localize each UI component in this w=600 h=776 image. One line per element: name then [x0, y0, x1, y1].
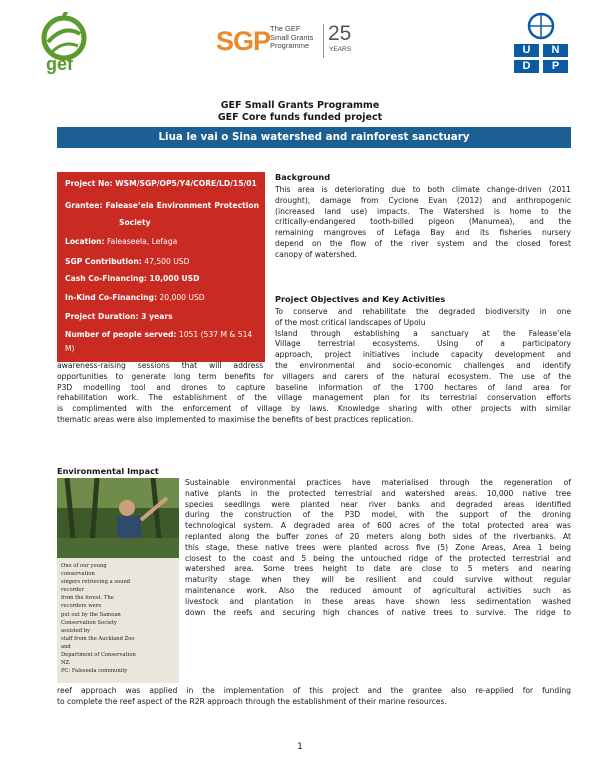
inkind-line [65, 292, 259, 303]
forest-photo [57, 478, 179, 558]
project-duration: Project Duration: 3 years [65, 312, 173, 321]
project-title-banner: Liua le vai o Sina watershed and rainforest sanctuary [57, 127, 571, 148]
text-line: replanted along the buffer zones of 20 meters along both sides of the riverbanks. At [185, 531, 571, 541]
undp-letter: P [551, 60, 560, 72]
sgp-logo [216, 22, 366, 62]
people-served-cont: M) [65, 344, 75, 353]
cash-cofinancing: Cash Co-Financing: 10,000 USD [65, 274, 200, 283]
project-info-box [57, 172, 265, 362]
text-line: remaining mangroves of Lefaga Bay and its fisheries nursery [275, 228, 571, 238]
sgp-subtitle-line: The GEF [270, 24, 301, 33]
sgp-anniversary-label: YEARS [329, 46, 352, 53]
caption-line: staff from the Auckland Zoo and [61, 635, 135, 650]
photo-caption [61, 562, 139, 675]
grantee-label: Grantee: [65, 201, 103, 210]
caption-line: from the forest. The recorders were [61, 595, 114, 610]
text-line: Sustainable environmental practices have materialised through the regeneration of [185, 478, 571, 487]
sgp-contribution-label: SGP Contribution: [65, 257, 142, 266]
impact-paragraph-right [185, 478, 571, 618]
text-line: drought), damage from Cyclone Evan (2012) and anthropogenic [275, 195, 571, 205]
text-line: species seedlings were planted near river banks and degraded areas identified [185, 499, 571, 509]
people-served-line [65, 329, 259, 340]
undp-letter: N [551, 44, 560, 56]
text-line: thematic areas were also implemented to maximise the benefits of best practices replication. [57, 414, 414, 424]
text-line: rehabilitation work. The establishment of the village management plan for its terrestrial conservation efforts [57, 393, 571, 403]
sgp-logo-letters: SGP [216, 26, 271, 56]
sgp-subtitle-line: Programme [270, 41, 310, 50]
text-line: To conserve and rehabilitate the degraded biodiversity in one [275, 307, 571, 316]
grantee-line [65, 200, 259, 211]
text-line: native plants in the protected terrestrial and watershed areas. 10,000 native tree [185, 488, 571, 498]
sgp-logo-divider [323, 24, 324, 58]
text-line: P3D modelling tool and drones to capture baseline information of the 1700 hectares of land area for [57, 382, 571, 392]
text-line: canopy of watershed. [275, 249, 358, 259]
text-line: approach, project initiatives include capacity development and [275, 350, 571, 360]
text-line: is complimented with the enforcement of village by laws. Knowledge sharing with other projects with similar [57, 404, 571, 414]
caption-line: singers retrieving a sound recorder [61, 579, 131, 594]
gef-logo [34, 12, 94, 78]
text-line: Village terrestrial ecosystems. Using of a participatory [275, 339, 571, 349]
location-line [65, 236, 259, 247]
text-line: technological system. A degraded area of 600 acres of the total protected area was [185, 521, 571, 531]
text-line: (increased land use) impacts. The Watershed is home to the [275, 206, 571, 216]
undp-letter: U [522, 44, 531, 56]
programme-title-line: GEF Small Grants Programme [220, 100, 380, 111]
text-line: critically-endangered tooth-billed pigeon (Manumea), and the [275, 217, 571, 227]
caption-line: PC: Faleseela community [61, 668, 128, 675]
sgp-anniversary-number: 25 [328, 22, 352, 45]
text-line: Island through establishing a sanctuary at the Falease’ela [275, 328, 571, 338]
text-line: livestock and plantation in these areas have shown less sedimentation washed [185, 596, 571, 606]
text-line: this stage, these native trees were planted across five (5) Zone Areas, Area 1 being [185, 542, 571, 552]
programme-subtitle-line: GEF Core funds funded project [217, 112, 383, 123]
undp-letter: D [522, 60, 531, 72]
inkind-label: In-Kind Co-Financing: [65, 293, 158, 302]
programme-title [0, 100, 600, 124]
text-line: of the most critical landscapes of Upolu [275, 317, 426, 327]
objectives-paragraph-right [275, 307, 571, 361]
people-served-label: Number of people served: [65, 330, 177, 339]
text-line: during the construction of the P3D model, with the support of the droning [185, 510, 571, 520]
objectives-heading: Project Objectives and Key Activities [275, 294, 446, 304]
text-line: depend on the flow of the river system and the closed forest [275, 238, 571, 248]
text-line: down the reefs and securing high chances of native trees to survive. The ridge to [185, 607, 571, 617]
caption-line: put out by the Samoan [61, 611, 121, 618]
caption-line: Conservation Society assisted by [61, 619, 117, 634]
background-heading: Background [275, 172, 331, 182]
text-line: to complete the reef aspect of the R2R approach through the establishment of their marine resources. [57, 696, 447, 706]
project-number: Project No: WSM/SGP/OP5/Y4/CORE/LD/15/01 [65, 179, 257, 188]
text-line: opportunities to generate long term benefits for villagers and carers of the natural ecosystem. The use of the [57, 371, 571, 381]
impact-heading: Environmental Impact [57, 466, 159, 476]
undp-logo [510, 10, 572, 74]
people-served-value: 1051 (537 M & 514 [178, 330, 253, 339]
text-line: awareness-raising sessions that will address the environmental and socio-economic challenges and identify [57, 361, 571, 370]
text-line: closest to the coast and 5 being the untouched ridge of the protected terrestrial and [185, 553, 571, 563]
impact-paragraph-full [57, 686, 571, 708]
text-line: watershed area. Some trees height to date are close to 5 meters and nearing [185, 564, 571, 574]
grantee-value-cont: Society [119, 218, 151, 227]
sgp-logo-subtitle [270, 25, 313, 51]
location-value: Faleaseela, Lefaga [107, 237, 178, 246]
objectives-paragraph-full [57, 361, 571, 426]
page-number: 1 [297, 742, 303, 752]
grantee-value: Falease’ela Environment Protection [105, 201, 259, 210]
sgp-subtitle-line: Small Grants [270, 32, 314, 42]
gef-logo-text: gef [46, 54, 73, 74]
sgp-contribution-value: 47,500 USD [144, 257, 190, 266]
text-line: maintenance work. Also the reduced amount of agricultural activities such as [185, 585, 571, 595]
location-label: Location: [65, 237, 105, 246]
caption-line: One of our young conservation [61, 563, 107, 578]
inkind-value: 20,000 USD [159, 293, 205, 302]
caption-line: Department of Conservation NZ. [61, 652, 136, 667]
background-paragraph [275, 185, 571, 261]
text-line: reef approach was applied in the implementation of this project and the grantee also re-applied for funding [57, 686, 571, 695]
sgp-contribution-line [65, 256, 259, 267]
text-line: maturity stage when they will be resilient and could survive without regular [185, 575, 571, 585]
text-line: This area is deteriorating due to both climate change-driven (2011 [275, 185, 571, 194]
